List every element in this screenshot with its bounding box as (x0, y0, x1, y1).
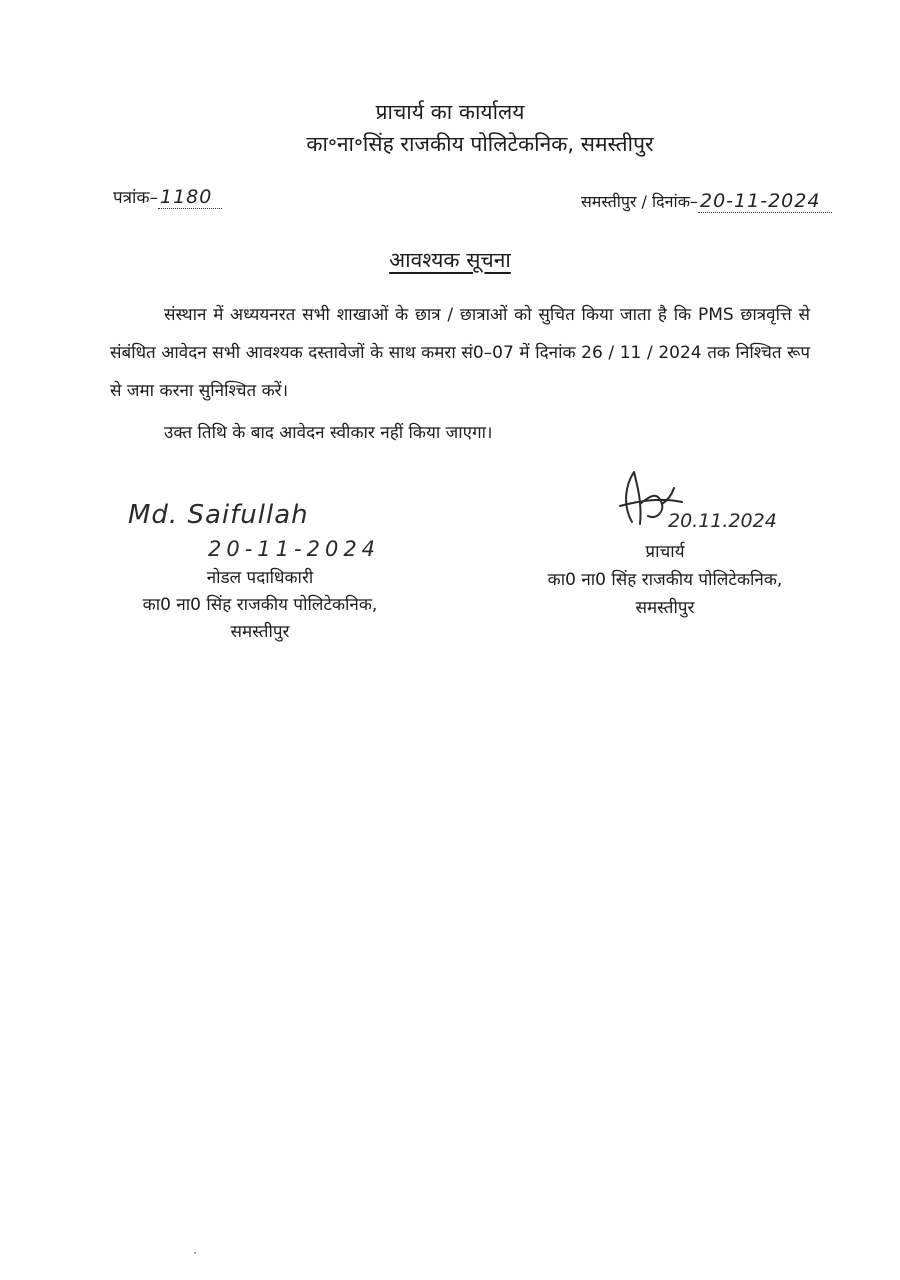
signature-text: Md. Saifullah (128, 500, 309, 530)
notice-subject (0, 246, 900, 274)
office-heading: प्राचार्य का कार्यालय (375, 100, 525, 124)
principal-signature (612, 464, 692, 548)
date-value: 20-11-2024 (698, 191, 832, 213)
nodal-officer-institution: का0 ना0 सिंह राजकीय पोलिटेकनिक, (142, 595, 378, 615)
principal-city: समस्तीपुर (635, 598, 695, 618)
letter-number-line (113, 185, 222, 209)
subject-text: आवश्यक सूचना (389, 248, 511, 272)
principal-designation: प्राचार्य (645, 542, 685, 562)
college-name: का॰ना॰सिंह राजकीय पोलिटेकनिक, समस्तीपुर (306, 132, 654, 156)
nodal-officer-signature (128, 500, 309, 530)
date-line (581, 190, 832, 213)
page-speck (194, 1252, 196, 1254)
principal-institution: का0 ना0 सिंह राजकीय पोलिटेकनिक, (547, 570, 783, 590)
nodal-officer-designation: नोडल पदाधिकारी (206, 568, 314, 588)
principal-block (505, 538, 825, 622)
nodal-officer-block (110, 565, 410, 646)
letter-number-label: पत्रांक– (113, 188, 158, 208)
principal-signature-scribble (612, 464, 692, 544)
principal-signed-date: 20.11.2024 (668, 510, 777, 532)
notice-body: संस्थान में अध्ययनरत सभी शाखाओं के छात्र / छात्राओं को सुचित किया जाता है कि PMS छात्रवृत्ति से संबंधित आवेदन सभी आवश्यक दस्तावेजों के साथ कमरा सं0–07 में दिनांक 26 / 11 / 2024 तक निश्चित रूप से जमा करना सुनिश्चित करें। (110, 305, 810, 401)
letter-number-value: 1180 (158, 187, 222, 209)
nodal-officer-city: समस्तीपुर (230, 622, 290, 642)
notice-note: उक्त तिथि के बाद आवेदन स्वीकार नहीं किया जाएगा। (164, 423, 493, 443)
nodal-officer-signed-date: 20-11-2024 (208, 537, 381, 561)
date-label: समस्तीपुर / दिनांक– (580, 192, 698, 211)
